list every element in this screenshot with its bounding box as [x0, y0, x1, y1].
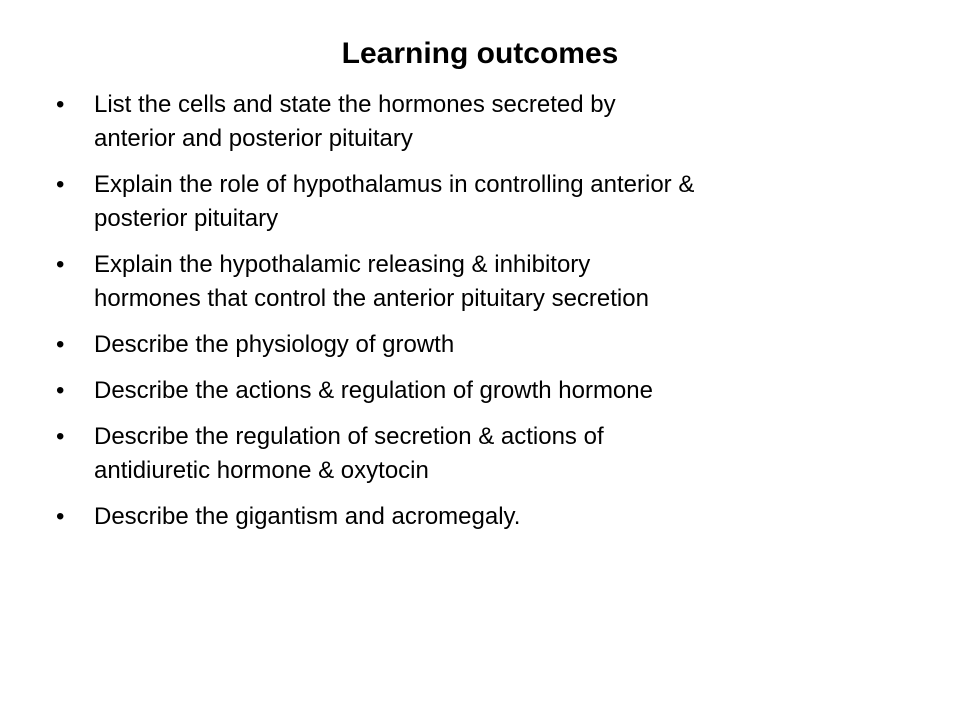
bullet-item — [56, 500, 916, 534]
bullet-text-line: Explain the role of hypothalamus in controlling anterior & — [94, 171, 695, 198]
bullet-item — [56, 374, 916, 408]
bullet-icon: • — [56, 377, 65, 404]
bullet-text-line: hormones that control the anterior pituitary secretion — [94, 285, 649, 312]
bullet-item — [56, 88, 916, 156]
bullet-text-line: antidiuretic hormone & oxytocin — [94, 457, 429, 484]
bullet-item — [56, 248, 916, 316]
bullet-text-line: posterior pituitary — [94, 205, 279, 232]
bullet-text-line: List the cells and state the hormones secreted by — [94, 91, 616, 118]
bullet-text-line: Describe the actions & regulation of growth hormone — [94, 377, 653, 404]
bullet-icon: • — [56, 423, 65, 450]
bullet-text-line: Describe the regulation of secretion & actions of — [94, 423, 604, 450]
bullet-text-line: Describe the physiology of growth — [94, 331, 455, 358]
bullet-icon: • — [56, 331, 65, 358]
bullet-item — [56, 328, 916, 362]
bullet-icon: • — [56, 91, 65, 118]
bullet-text-line: Explain the hypothalamic releasing & inhibitory — [94, 251, 591, 278]
bullet-item — [56, 168, 916, 236]
bullet-text-line: Describe the gigantism and acromegaly. — [94, 503, 521, 530]
bullet-icon: • — [56, 171, 65, 198]
bullet-item — [56, 420, 916, 488]
bullet-text-line: anterior and posterior pituitary — [94, 125, 413, 152]
bullet-icon: • — [56, 251, 65, 278]
slide-title: Learning outcomes — [341, 37, 619, 70]
bullet-icon: • — [56, 503, 65, 530]
learning-outcomes-list — [56, 88, 916, 546]
